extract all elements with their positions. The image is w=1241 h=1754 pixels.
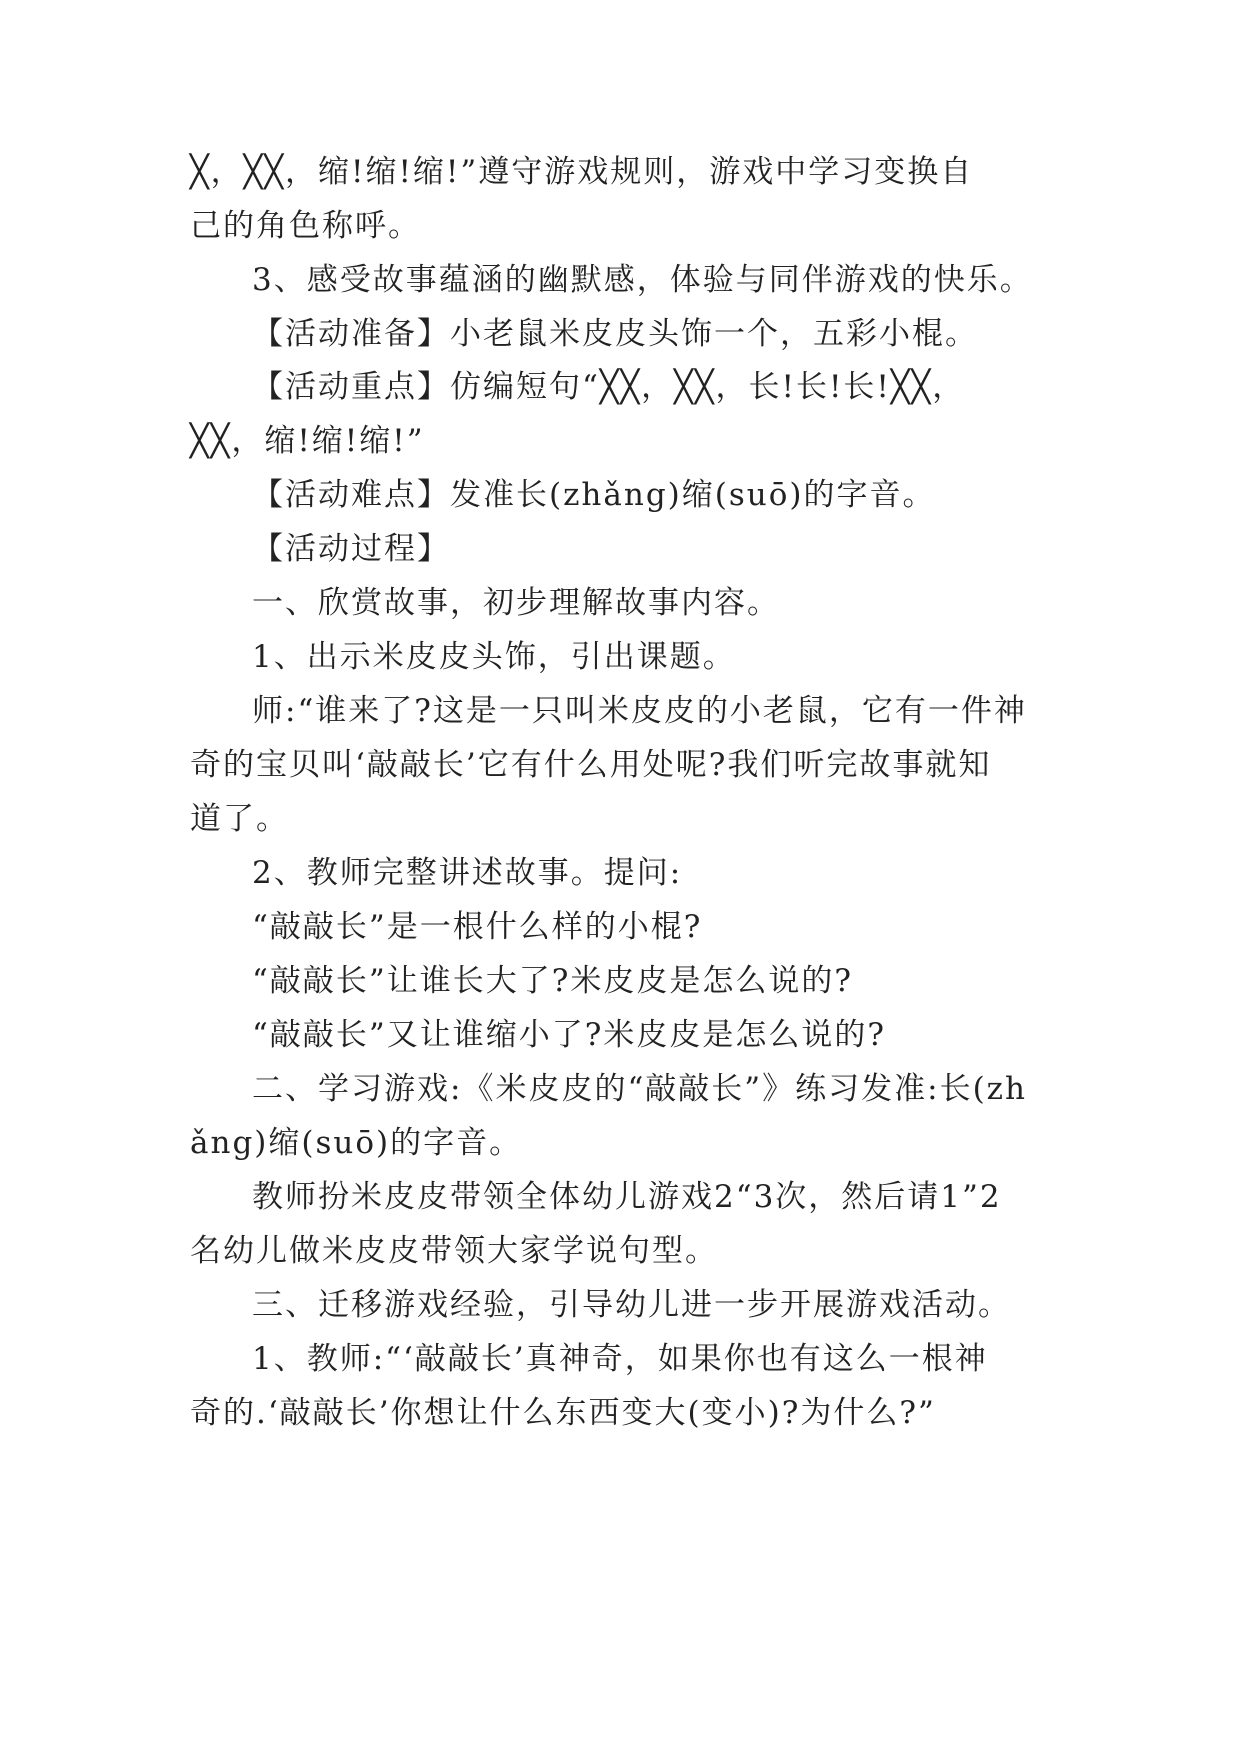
text-line: 一、欣赏故事，初步理解故事内容。	[252, 585, 780, 621]
text-line: 师:“谁来了?这是一只叫米皮皮的小老鼠，它有一件神	[252, 693, 1027, 729]
text-line: 1、出示米皮皮头饰，引出课题。	[252, 639, 736, 675]
text-line: 1、教师:“‘敲敲长’真神奇，如果你也有这么一根神	[252, 1341, 988, 1377]
text-line: ╳，╳╳，缩!缩!缩!”遵守游戏规则，游戏中学习变换自	[190, 154, 974, 190]
text-line: “敲敲长”是一根什么样的小棍?	[252, 909, 703, 945]
text-line: 二、学习游戏:《米皮皮的“敲敲长”》练习发准:长(zh	[252, 1071, 1027, 1107]
text-line: 己的角色称呼。	[190, 208, 421, 244]
text-line: 奇的宝贝叫‘敲敲长’它有什么用处呢?我们听完故事就知	[190, 747, 992, 783]
text-line: 奇的.‘敲敲长’你想让什么东西变大(变小)?为什么?”	[190, 1395, 936, 1431]
text-line: 教师扮米皮皮带领全体幼儿游戏2“3次，然后请1”2	[252, 1179, 1002, 1215]
text-line: 【活动过程】	[252, 531, 450, 567]
text-line: “敲敲长”又让谁缩小了?米皮皮是怎么说的?	[252, 1017, 886, 1053]
text-line: 道了。	[190, 801, 289, 837]
text-line: ǎng)缩(suō)的字音。	[190, 1125, 523, 1161]
text-line: 【活动重点】仿编短句“╳╳，╳╳，长!长!长!╳╳，	[252, 369, 966, 405]
text-line: 2、教师完整讲述故事。提问:	[252, 855, 683, 891]
text-line: 三、迁移游戏经验，引导幼儿进一步开展游戏活动。	[252, 1287, 1011, 1323]
text-line: 【活动准备】小老鼠米皮皮头饰一个，五彩小棍。	[252, 316, 978, 352]
text-line: 3、感受故事蕴涵的幽默感，体验与同伴游戏的快乐。	[252, 262, 1033, 298]
text-line: 【活动难点】发准长(zhǎng)缩(suō)的字音。	[252, 477, 936, 513]
text-line: ╳╳，缩!缩!缩!”	[190, 423, 425, 459]
text-line: 名幼儿做米皮皮带领大家学说句型。	[190, 1233, 718, 1269]
text-line: “敲敲长”让谁长大了?米皮皮是怎么说的?	[252, 963, 853, 999]
